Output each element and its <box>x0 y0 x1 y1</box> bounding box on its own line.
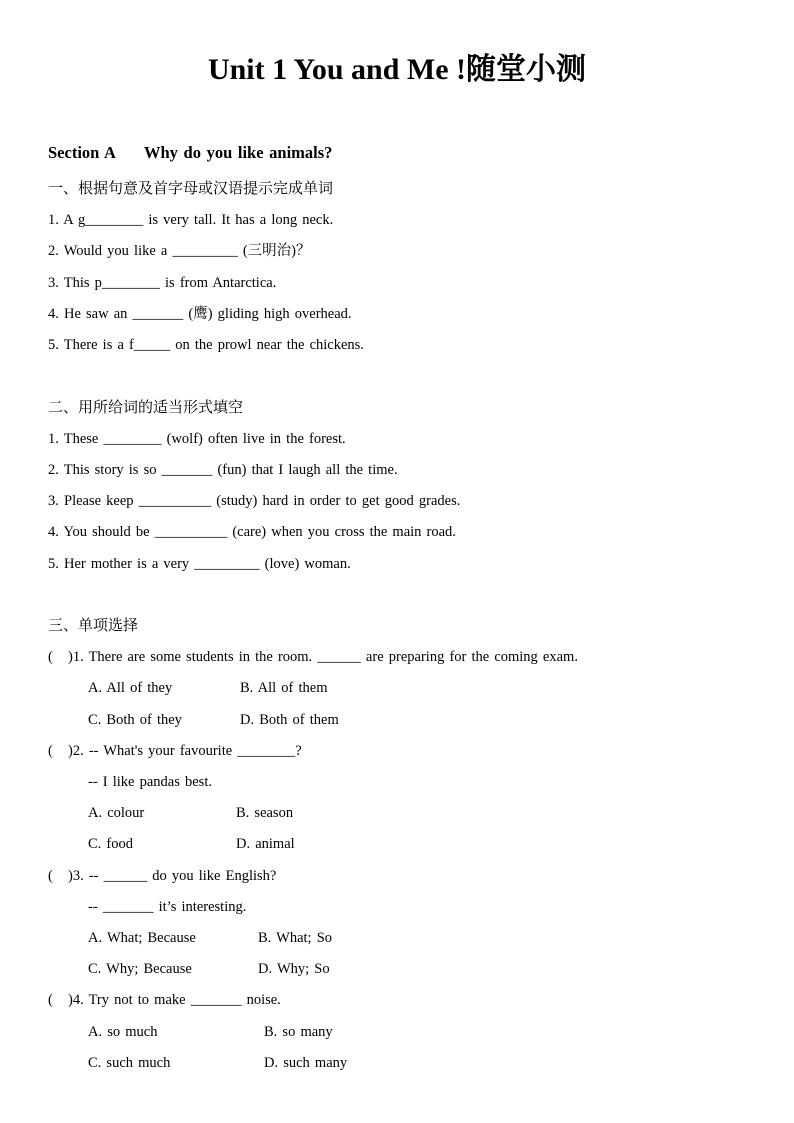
section-topic: Why do you like animals? <box>143 143 333 162</box>
option-d: D. Why; So <box>258 961 330 977</box>
question-4-stem <box>48 990 281 1010</box>
option-c: C. food <box>88 836 133 852</box>
question-4-options-ab <box>88 1022 333 1042</box>
option-a: A. so much <box>88 1024 158 1040</box>
option-b: B. All of them <box>240 680 328 696</box>
section-heading <box>48 143 332 163</box>
question-2-options-ab <box>88 803 293 823</box>
part2-heading: 二、用所给词的适当形式填空 <box>48 398 244 416</box>
question-4-options-cd <box>88 1053 347 1073</box>
option-c: C. such much <box>88 1055 171 1071</box>
question-text: )3. -- ______ do you like English? <box>68 868 277 884</box>
answer-paren: ( <box>48 649 53 665</box>
part1-item-5: 5. There is a f_____ on the prowl near the chickens. <box>48 337 364 353</box>
question-3-reply: -- _______ it’s interesting. <box>88 899 247 915</box>
question-text: )1. There are some students in the room. ______ are preparing for the coming exam. <box>68 649 578 665</box>
part1-item-4: 4. He saw an _______ (鹰) gliding high overhead. <box>48 306 352 322</box>
option-a: A. What; Because <box>88 930 196 946</box>
question-1-options-cd <box>88 710 339 730</box>
question-2-reply: -- I like pandas best. <box>88 774 212 790</box>
question-3-options-cd <box>88 959 330 979</box>
part1-item-2: 2. Would you like a _________ (三明治)？ <box>48 243 311 259</box>
option-b: B. season <box>236 805 294 821</box>
part2-item-3: 3. Please keep __________ (study) hard in order to get good grades. <box>48 493 461 509</box>
option-a: A. colour <box>88 805 145 821</box>
option-c: C. Both of they <box>88 712 182 728</box>
question-text: )4. Try not to make _______ noise. <box>68 992 281 1008</box>
part2-item-5: 5. Her mother is a very _________ (love) woman. <box>48 556 351 572</box>
answer-paren: ( <box>48 868 53 884</box>
section-label: Section A <box>48 143 116 162</box>
option-d: D. such many <box>264 1055 348 1071</box>
question-text: )2. -- What's your favourite ________? <box>68 743 302 759</box>
part2-item-1: 1. These ________ (wolf) often live in the forest. <box>48 431 346 447</box>
question-3-stem <box>48 866 276 886</box>
part2-item-2: 2. This story is so _______ (fun) that I laugh all the time. <box>48 462 398 478</box>
option-b: B. What; So <box>258 930 333 946</box>
answer-paren: ( <box>48 992 53 1008</box>
answer-paren: ( <box>48 743 53 759</box>
question-3-options-ab <box>88 928 332 948</box>
question-2-stem <box>48 741 302 761</box>
option-a: A. All of they <box>88 680 173 696</box>
part1-item-1: 1. A g________ is very tall. It has a long neck. <box>48 212 334 228</box>
option-c: C. Why; Because <box>88 961 192 977</box>
page-title: Unit 1 You and Me !随堂小测 <box>207 53 587 86</box>
part3-heading: 三、单项选择 <box>48 616 139 634</box>
option-d: D. Both of them <box>240 712 339 728</box>
option-b: B. so many <box>264 1024 333 1040</box>
part2-item-4: 4. You should be __________ (care) when you cross the main road. <box>48 524 456 540</box>
question-2-options-cd <box>88 834 295 854</box>
part1-item-3: 3. This p________ is from Antarctica. <box>48 275 277 291</box>
question-1-stem <box>48 647 578 667</box>
part1-heading: 一、根据句意及首字母或汉语提示完成单词 <box>48 179 334 197</box>
question-1-options-ab <box>88 678 327 698</box>
option-d: D. animal <box>236 836 295 852</box>
